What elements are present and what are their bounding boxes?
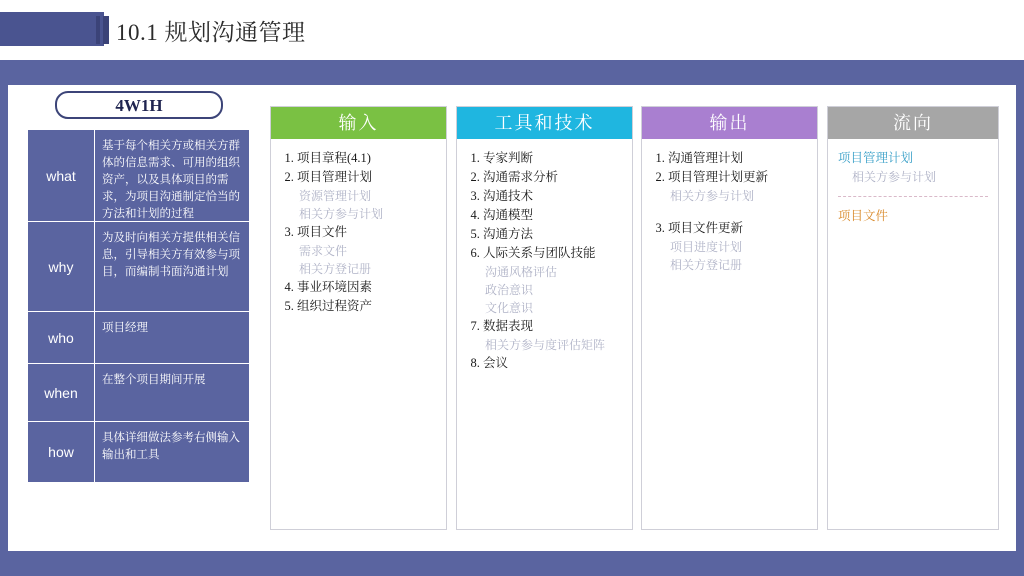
list-item: [297, 223, 438, 278]
w4-key-what: what: [28, 130, 95, 221]
list-item: [668, 168, 809, 205]
column-input: [270, 106, 447, 530]
flow-divider: [838, 196, 988, 197]
header-accent-band: [0, 12, 104, 46]
flow-item-documents: 项目文件: [838, 209, 889, 223]
list-item: [297, 297, 438, 316]
list-item-label: 项目管理计划更新: [668, 170, 769, 184]
list-item: [668, 219, 809, 274]
flow-item-plan: 项目管理计划: [838, 151, 914, 165]
page-title: 10.1 规划沟通管理: [116, 20, 306, 45]
w4-key-when: when: [28, 364, 95, 421]
list-item-label: 项目文件: [297, 225, 348, 239]
table-row: [28, 422, 249, 482]
list-subitem: 沟通风格评估: [485, 265, 558, 279]
list-item: [297, 168, 438, 223]
list-item: [668, 149, 809, 168]
column-flow-title: 流向: [828, 107, 998, 139]
list-item-label: 沟通模型: [483, 208, 534, 222]
list-item-label: 专家判断: [483, 151, 534, 165]
list-item-label: 沟通技术: [483, 189, 534, 203]
list-item-label: 会议: [483, 356, 509, 370]
column-input-title: 输入: [271, 107, 446, 139]
column-input-body: [271, 139, 446, 529]
table-row: [28, 312, 249, 364]
list-item: [483, 354, 624, 373]
list-item: [483, 187, 624, 206]
page-header: [0, 0, 1024, 62]
column-tools-title: 工具和技术: [457, 107, 632, 139]
header-tick-bar-right: [103, 16, 109, 44]
list-subitem: 需求文件: [299, 244, 348, 258]
w4-value-what: 基于每个相关方或相关方群体的信息需求、可用的组织资产，以及具体项目的需求，为项目沟通制定恰当的方法和计划的过程: [95, 130, 249, 221]
header-tick-bar-left: [96, 16, 100, 44]
list-subitem: 相关方参与计划: [299, 207, 384, 221]
list-item: [483, 149, 624, 168]
column-output-body: [642, 139, 817, 529]
list-item-label: 项目章程(4.1): [297, 151, 371, 165]
w4-value-when: 在整个项目期间开展: [95, 364, 249, 421]
w4-key-why: why: [28, 222, 95, 311]
list-subitem: 相关方参与度评估矩阵: [485, 338, 606, 352]
w4-key-how: how: [28, 422, 95, 482]
list-item: [483, 225, 624, 244]
list-subitem: 项目进度计划: [670, 240, 743, 254]
list-item-label: 沟通方法: [483, 227, 534, 241]
w4-value-how: 具体详细做法参考右侧输入输出和工具: [95, 422, 249, 482]
list-item-label: 组织过程资产: [297, 299, 373, 313]
list-item: [483, 168, 624, 187]
w4-table: [27, 129, 250, 545]
list-item-label: 人际关系与团队技能: [483, 246, 596, 260]
w4-value-why: 为及时向相关方提供相关信息，引导相关方有效参与项目，而编制书面沟通计划: [95, 222, 249, 311]
column-tools: [456, 106, 633, 530]
list-subitem: 相关方登记册: [670, 258, 743, 272]
flow-subitem: 相关方参与计划: [852, 170, 937, 184]
column-output-title: 输出: [642, 107, 817, 139]
column-output: [641, 106, 818, 530]
list-item: [483, 244, 624, 317]
list-item-label: 沟通管理计划: [668, 151, 744, 165]
column-tools-body: [457, 139, 632, 529]
w4-value-who: 项目经理: [95, 312, 249, 363]
table-row: [28, 364, 249, 422]
list-subitem: 相关方登记册: [299, 262, 372, 276]
w4-key-who: who: [28, 312, 95, 363]
w4-title: 4W1H: [55, 91, 223, 119]
list-subitem: 资源管理计划: [299, 189, 372, 203]
column-flow: [827, 106, 999, 530]
table-row: [28, 222, 249, 312]
list-item-label: 沟通需求分析: [483, 170, 559, 184]
list-item: [297, 149, 438, 168]
list-item-label: 事业环境因素: [297, 280, 373, 294]
list-item-label: 项目管理计划: [297, 170, 373, 184]
column-flow-body: [828, 139, 998, 529]
list-item: [483, 206, 624, 225]
list-item: [483, 317, 624, 354]
list-subitem: 相关方参与计划: [670, 189, 755, 203]
table-row: [28, 130, 249, 222]
list-subitem: 政治意识: [485, 283, 534, 297]
list-spacer: [668, 205, 809, 219]
list-item-label: 数据表现: [483, 319, 534, 333]
list-item-label: 项目文件更新: [668, 221, 744, 235]
list-item: [297, 278, 438, 297]
list-subitem: 文化意识: [485, 301, 534, 315]
w4-panel: [27, 91, 250, 545]
